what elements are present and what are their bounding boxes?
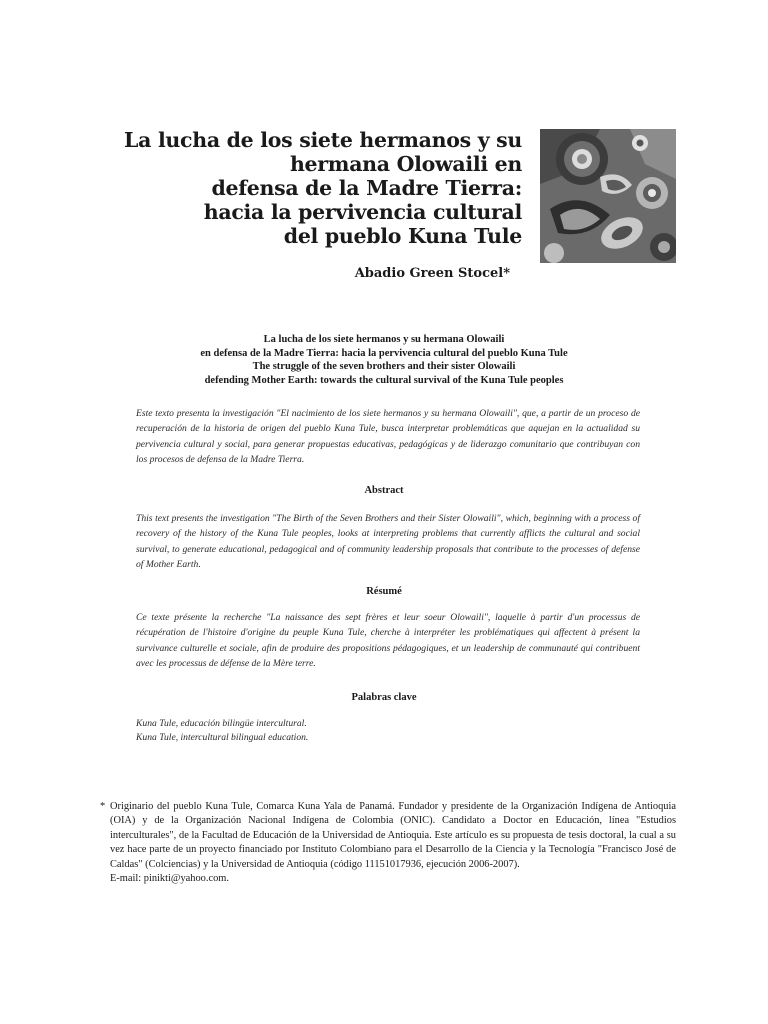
- resume-heading: Résumé: [366, 586, 402, 597]
- footnote-text: Originario del pueblo Kuna Tule, Comarca Kuna Yala de Panamá. Fundador y presidente de la Organización Indígena de Antioquia (OIA) y de la Organización Nacional Indígena de Colombia (ONIC). Candidato a Doctor en Educación, línea "Estudios interculturales", de la Facultad de Educación de la Universidad de Antioquia. Este artículo es su propuesta de tesis doctoral, la cual a su vez hace parte de un proyecto financiado por Instituto Colombiano para el Desarrollo de la Ciencia y la Tecnología "Francisco José de Caldas" (Colciencias) y la Universidad de Antioquia (código 11151017936, ejecución 2006-2007).: [110, 801, 676, 870]
- keyword-line-en: Kuna Tule, intercultural bilingual education.: [136, 732, 309, 743]
- resumen-text: Este texto presenta la investigación "El nacimiento de los siete hermanos y su hermana Olowaili", que, a partir de un proceso de recuperación de la historia de origen del pueblo Kuna Tule, busca interpretar problemáticas que aquejan en la actualidad su pervivencia cultural y social, para generar propuestas educativas, pedagógicas y de liderazgo comunitario que contribuyan con los procesos de defensa de la Madre Tierra.: [136, 408, 640, 466]
- abstract-text: This text presents the investigation "The Birth of the Seven Brothers and their Sister Olowaili", which, beginning with a process of recovery of the history of the Kuna Tule peoples, looks at interpreting problems that currently afflicts the cultural and social survival, to generate educational, pedagogical and of community leadership proposals that contribute to the processes of defense of Mother Earth.: [136, 513, 640, 571]
- title-line-4: hacia la pervivencia cultural: [203, 200, 522, 224]
- title-line-2: hermana Olowaili en: [289, 152, 522, 176]
- footnote-mark: *: [100, 801, 106, 812]
- article-title: [102, 128, 522, 248]
- keyword-line-es: Kuna Tule, educación bilingüe intercultural.: [136, 718, 307, 729]
- author-name: Abadio Green Stocel*: [354, 266, 510, 281]
- keywords-list: [136, 717, 640, 745]
- author-footnote: [100, 800, 676, 886]
- title-line-3: defensa de la Madre Tierra:: [211, 176, 522, 200]
- title-line-1: La lucha de los siete hermanos y su: [124, 128, 522, 152]
- footnote-email: E-mail: pinikti@yahoo.com.: [110, 873, 229, 885]
- subtitle-en-line-1: The struggle of the seven brothers and their sister Olowaili: [252, 361, 516, 373]
- resume-text: Ce texte présente la recherche "La naissance des sept frères et leur soeur Olowaili", laquelle à partir d'un processus de récupération de l'histoire d'origine du peuple Kuna Tule, cherche à interpréter les problématiques qui affectent à présent la survivance culturelle et sociale, afin de produire des propositions pédagogiques, et un leadership de communauté qui contribuent avec les processus de défense de la Mère terre.: [136, 612, 640, 670]
- title-line-5: del pueblo Kuna Tule: [283, 224, 522, 248]
- subtitle-es-line-1: La lucha de los siete hermanos y su hermana Olowaili: [263, 334, 505, 345]
- abstract-heading: Abstract: [364, 485, 404, 496]
- multilingual-subtitles: [100, 333, 668, 387]
- keywords-heading: Palabras clave: [351, 692, 417, 703]
- subtitle-en-line-2: defending Mother Earth: towards the cultural survival of the Kuna Tule peoples: [204, 374, 564, 386]
- subtitle-es-line-2: en defensa de la Madre Tierra: hacia la pervivencia cultural del pueblo Kuna Tule: [200, 347, 568, 359]
- mola-artwork-image: [540, 129, 676, 263]
